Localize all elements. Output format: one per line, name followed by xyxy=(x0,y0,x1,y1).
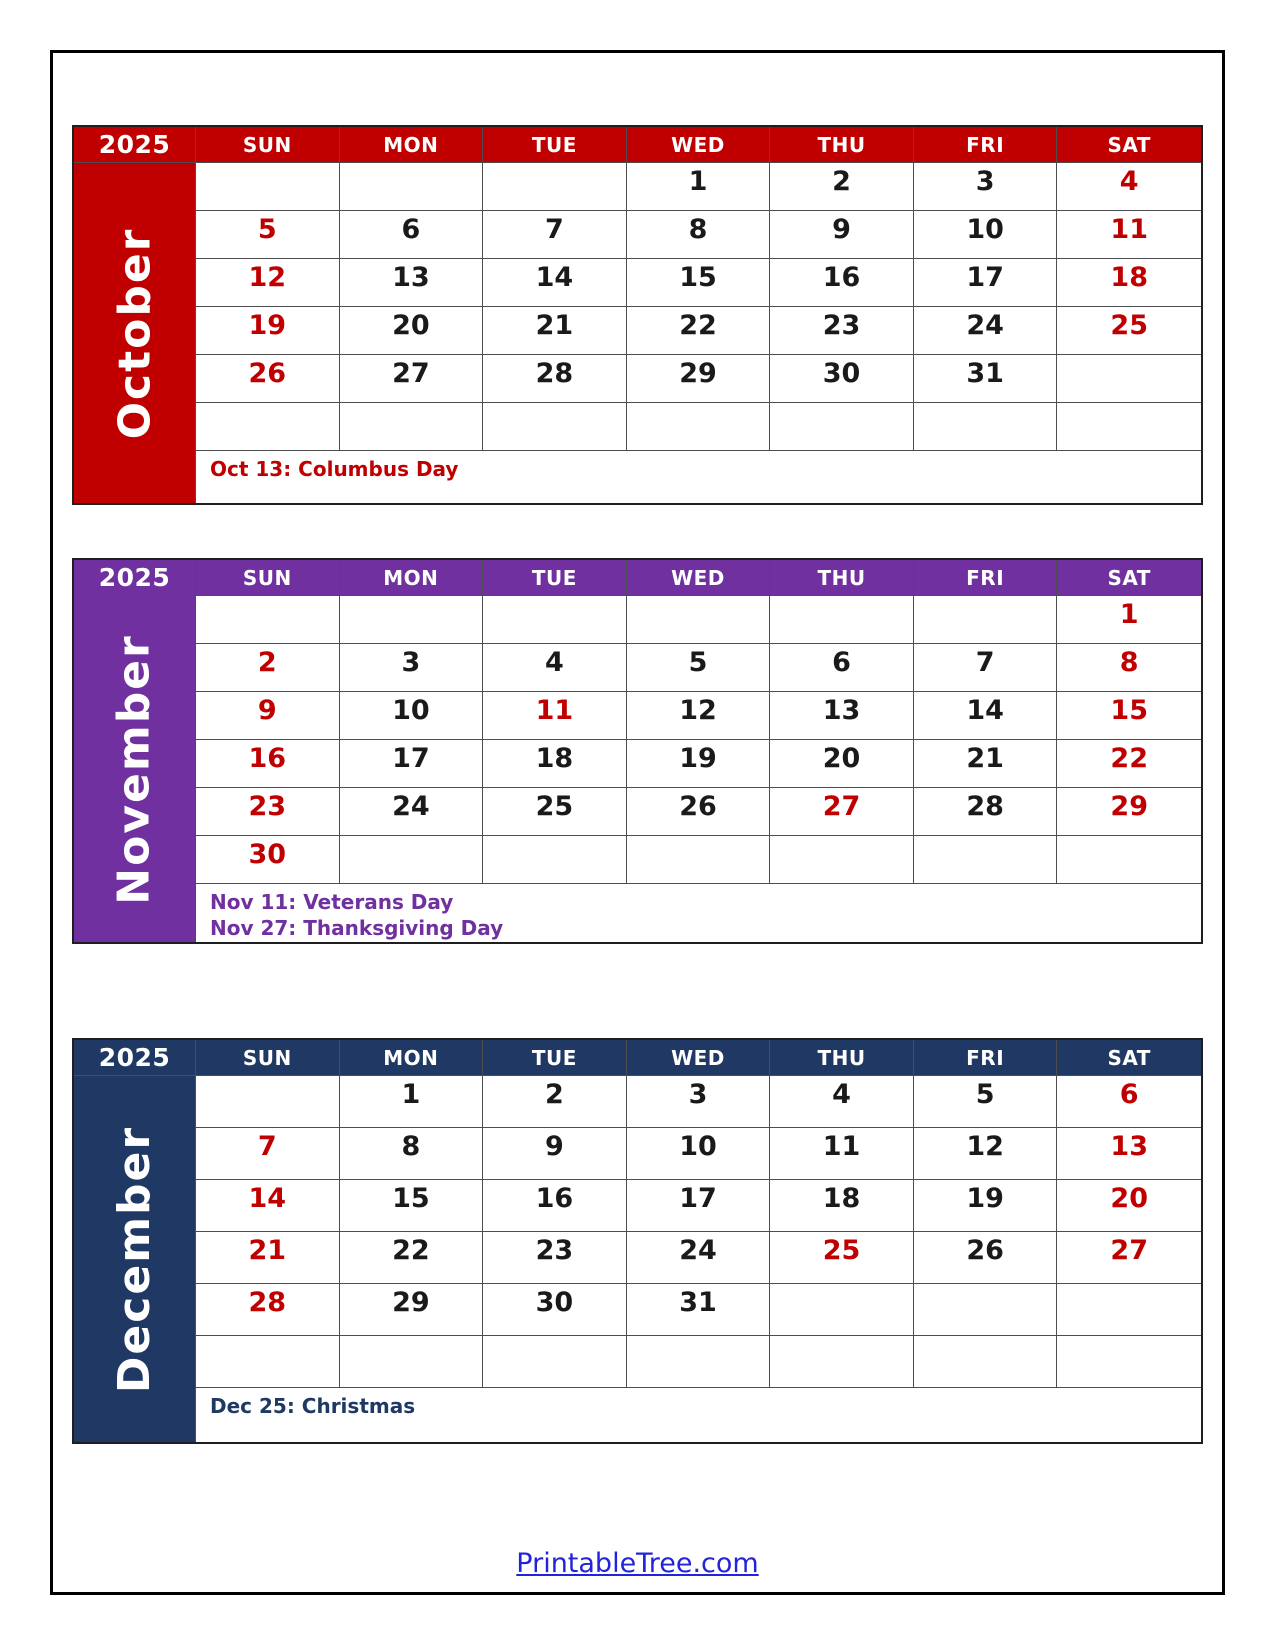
date-cell-17: 17 xyxy=(914,259,1058,307)
date-cell-18: 18 xyxy=(1057,259,1201,307)
date-cell-23: 23 xyxy=(770,307,914,355)
date-cell-12: 12 xyxy=(914,1128,1058,1180)
date-cell-9: 9 xyxy=(483,1128,627,1180)
day-header-sun: SUN xyxy=(196,560,340,596)
date-cell-9: 9 xyxy=(770,211,914,259)
date-cell-27: 27 xyxy=(770,788,914,836)
day-header-thu: THU xyxy=(770,560,914,596)
date-cell-7: 7 xyxy=(914,644,1058,692)
day-header-sat: SAT xyxy=(1057,560,1201,596)
date-cell-1: 1 xyxy=(627,163,771,211)
date-cell-30: 30 xyxy=(770,355,914,403)
empty-date-cell xyxy=(1057,1336,1201,1388)
month-label-october xyxy=(74,163,196,503)
date-cell-8: 8 xyxy=(340,1128,484,1180)
date-cell-29: 29 xyxy=(627,355,771,403)
date-cell-22: 22 xyxy=(1057,740,1201,788)
empty-date-cell xyxy=(627,596,771,644)
printabletree-link[interactable]: PrintableTree.com xyxy=(516,1548,759,1579)
date-cell-16: 16 xyxy=(770,259,914,307)
date-cell-29: 29 xyxy=(340,1284,484,1336)
date-cell-16: 16 xyxy=(196,740,340,788)
date-cell-18: 18 xyxy=(483,740,627,788)
holiday-line: Nov 11: Veterans Day xyxy=(210,890,454,914)
empty-date-cell xyxy=(914,596,1058,644)
date-cell-21: 21 xyxy=(914,740,1058,788)
date-cell-17: 17 xyxy=(627,1180,771,1232)
empty-date-cell xyxy=(914,1284,1058,1336)
date-cell-29: 29 xyxy=(1057,788,1201,836)
date-cell-24: 24 xyxy=(340,788,484,836)
date-cell-23: 23 xyxy=(483,1232,627,1284)
month-label-december xyxy=(74,1076,196,1442)
date-cell-26: 26 xyxy=(627,788,771,836)
date-cell-19: 19 xyxy=(196,307,340,355)
empty-date-cell xyxy=(1057,403,1201,451)
date-cell-15: 15 xyxy=(340,1180,484,1232)
date-cell-24: 24 xyxy=(627,1232,771,1284)
empty-date-cell xyxy=(1057,355,1201,403)
empty-date-cell xyxy=(340,163,484,211)
empty-date-cell xyxy=(483,836,627,884)
empty-date-cell xyxy=(627,836,771,884)
date-cell-15: 15 xyxy=(1057,692,1201,740)
october-calendar xyxy=(72,125,1203,505)
year-label: 2025 xyxy=(74,560,196,596)
date-cell-19: 19 xyxy=(914,1180,1058,1232)
date-cell-13: 13 xyxy=(340,259,484,307)
empty-date-cell xyxy=(196,596,340,644)
date-cell-22: 22 xyxy=(340,1232,484,1284)
empty-date-cell xyxy=(770,596,914,644)
date-cell-20: 20 xyxy=(770,740,914,788)
date-cell-7: 7 xyxy=(483,211,627,259)
empty-date-cell xyxy=(196,163,340,211)
day-header-sat: SAT xyxy=(1057,1040,1201,1076)
day-header-fri: FRI xyxy=(914,560,1058,596)
date-cell-3: 3 xyxy=(914,163,1058,211)
date-cell-6: 6 xyxy=(1057,1076,1201,1128)
holiday-note xyxy=(196,884,1201,942)
month-label-text: October xyxy=(109,227,161,439)
date-cell-25: 25 xyxy=(483,788,627,836)
empty-date-cell xyxy=(914,403,1058,451)
date-cell-28: 28 xyxy=(914,788,1058,836)
date-cell-14: 14 xyxy=(196,1180,340,1232)
date-cell-1: 1 xyxy=(340,1076,484,1128)
day-header-sun: SUN xyxy=(196,127,340,163)
date-cell-11: 11 xyxy=(770,1128,914,1180)
date-cell-10: 10 xyxy=(340,692,484,740)
empty-date-cell xyxy=(483,596,627,644)
date-cell-25: 25 xyxy=(1057,307,1201,355)
date-cell-26: 26 xyxy=(914,1232,1058,1284)
december-calendar xyxy=(72,1038,1203,1444)
date-cell-13: 13 xyxy=(770,692,914,740)
date-cell-16: 16 xyxy=(483,1180,627,1232)
empty-date-cell xyxy=(340,403,484,451)
date-cell-6: 6 xyxy=(770,644,914,692)
date-cell-15: 15 xyxy=(627,259,771,307)
day-header-wed: WED xyxy=(627,1040,771,1076)
date-cell-12: 12 xyxy=(627,692,771,740)
date-cell-27: 27 xyxy=(1057,1232,1201,1284)
date-cell-5: 5 xyxy=(196,211,340,259)
month-label-november xyxy=(74,596,196,942)
date-cell-18: 18 xyxy=(770,1180,914,1232)
date-cell-3: 3 xyxy=(627,1076,771,1128)
holiday-note xyxy=(196,451,1201,503)
day-header-wed: WED xyxy=(627,560,771,596)
date-cell-31: 31 xyxy=(627,1284,771,1336)
empty-date-cell xyxy=(914,1336,1058,1388)
date-cell-4: 4 xyxy=(1057,163,1201,211)
date-cell-2: 2 xyxy=(196,644,340,692)
date-cell-4: 4 xyxy=(483,644,627,692)
day-header-tue: TUE xyxy=(483,1040,627,1076)
date-cell-5: 5 xyxy=(627,644,771,692)
day-header-fri: FRI xyxy=(914,127,1058,163)
date-cell-11: 11 xyxy=(483,692,627,740)
day-header-mon: MON xyxy=(340,560,484,596)
footer xyxy=(0,1548,1275,1579)
date-cell-21: 21 xyxy=(196,1232,340,1284)
date-cell-8: 8 xyxy=(1057,644,1201,692)
empty-date-cell xyxy=(483,403,627,451)
date-cell-20: 20 xyxy=(1057,1180,1201,1232)
date-cell-7: 7 xyxy=(196,1128,340,1180)
empty-date-cell xyxy=(627,1336,771,1388)
date-cell-5: 5 xyxy=(914,1076,1058,1128)
date-cell-31: 31 xyxy=(914,355,1058,403)
day-header-fri: FRI xyxy=(914,1040,1058,1076)
month-label-text: December xyxy=(109,1125,160,1393)
date-cell-10: 10 xyxy=(627,1128,771,1180)
november-calendar xyxy=(72,558,1203,944)
empty-date-cell xyxy=(340,1336,484,1388)
date-cell-13: 13 xyxy=(1057,1128,1201,1180)
holiday-line: Nov 27: Thanksgiving Day xyxy=(210,916,504,940)
empty-date-cell xyxy=(627,403,771,451)
holiday-line: Dec 25: Christmas xyxy=(210,1394,416,1418)
empty-date-cell xyxy=(196,1076,340,1128)
day-header-sun: SUN xyxy=(196,1040,340,1076)
date-cell-14: 14 xyxy=(914,692,1058,740)
empty-date-cell xyxy=(770,1336,914,1388)
date-cell-28: 28 xyxy=(483,355,627,403)
date-cell-21: 21 xyxy=(483,307,627,355)
date-cell-3: 3 xyxy=(340,644,484,692)
empty-date-cell xyxy=(483,163,627,211)
date-cell-2: 2 xyxy=(770,163,914,211)
month-label-text: November xyxy=(109,633,160,905)
empty-date-cell xyxy=(914,836,1058,884)
day-header-tue: TUE xyxy=(483,127,627,163)
date-cell-4: 4 xyxy=(770,1076,914,1128)
year-label: 2025 xyxy=(74,1040,196,1076)
date-cell-30: 30 xyxy=(196,836,340,884)
day-header-mon: MON xyxy=(340,127,484,163)
date-cell-6: 6 xyxy=(340,211,484,259)
date-cell-27: 27 xyxy=(340,355,484,403)
date-cell-14: 14 xyxy=(483,259,627,307)
day-header-mon: MON xyxy=(340,1040,484,1076)
date-cell-20: 20 xyxy=(340,307,484,355)
date-cell-23: 23 xyxy=(196,788,340,836)
date-cell-10: 10 xyxy=(914,211,1058,259)
holiday-line: Oct 13: Columbus Day xyxy=(210,457,459,481)
day-header-tue: TUE xyxy=(483,560,627,596)
date-cell-25: 25 xyxy=(770,1232,914,1284)
day-header-sat: SAT xyxy=(1057,127,1201,163)
day-header-thu: THU xyxy=(770,127,914,163)
empty-date-cell xyxy=(340,836,484,884)
empty-date-cell xyxy=(770,836,914,884)
empty-date-cell xyxy=(340,596,484,644)
date-cell-11: 11 xyxy=(1057,211,1201,259)
date-cell-22: 22 xyxy=(627,307,771,355)
date-cell-28: 28 xyxy=(196,1284,340,1336)
empty-date-cell xyxy=(1057,1284,1201,1336)
empty-date-cell xyxy=(770,403,914,451)
date-cell-24: 24 xyxy=(914,307,1058,355)
empty-date-cell xyxy=(483,1336,627,1388)
date-cell-30: 30 xyxy=(483,1284,627,1336)
date-cell-12: 12 xyxy=(196,259,340,307)
date-cell-8: 8 xyxy=(627,211,771,259)
date-cell-26: 26 xyxy=(196,355,340,403)
holiday-note xyxy=(196,1388,1201,1442)
empty-date-cell xyxy=(196,1336,340,1388)
date-cell-9: 9 xyxy=(196,692,340,740)
empty-date-cell xyxy=(770,1284,914,1336)
day-header-wed: WED xyxy=(627,127,771,163)
date-cell-1: 1 xyxy=(1057,596,1201,644)
day-header-thu: THU xyxy=(770,1040,914,1076)
date-cell-2: 2 xyxy=(483,1076,627,1128)
date-cell-17: 17 xyxy=(340,740,484,788)
year-label: 2025 xyxy=(74,127,196,163)
date-cell-19: 19 xyxy=(627,740,771,788)
empty-date-cell xyxy=(196,403,340,451)
empty-date-cell xyxy=(1057,836,1201,884)
